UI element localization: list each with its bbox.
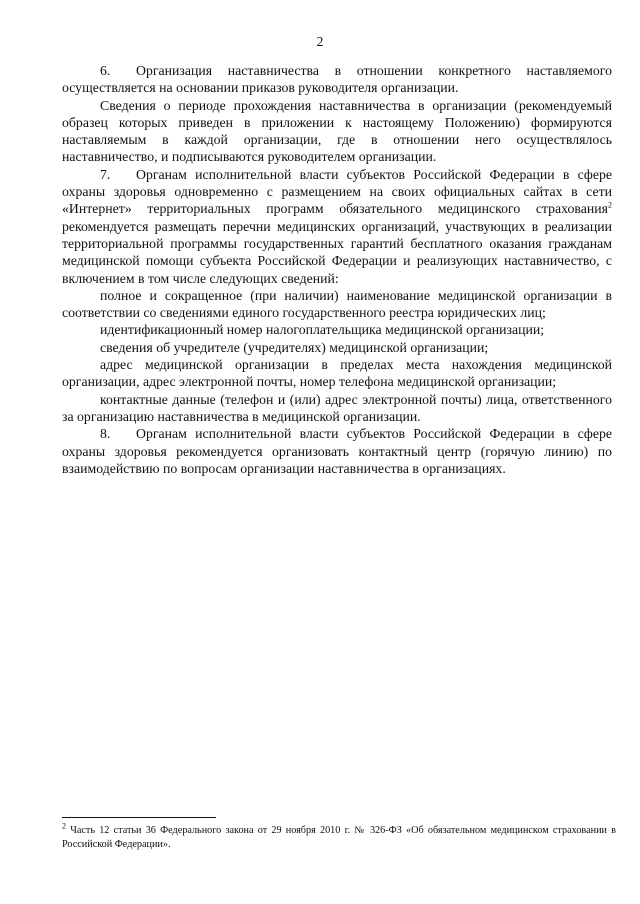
footnote-text: Часть 12 статьи 36 Федерального закона от 29 ноября 2010 г. № 326-ФЗ «Об обязательном медицинском страховании в Российской Федерации».	[62, 825, 616, 850]
paragraph-text: Организация наставничества в отношении конкретного наставляемого осуществляется на основании приказов руководителя организации.	[62, 63, 612, 96]
footnote-marker: 2	[62, 821, 66, 831]
document-body	[62, 62, 612, 477]
paragraph-6-continuation: Сведения о периоде прохождения наставничества в организации (рекомендуемый образец которых приведен в приложении к настоящему Положению) формируются наставляемым в каждой организации, где в отношении него осуществлялось наставничество, и подписываются руководителем организации.	[62, 97, 612, 165]
paragraph-8	[62, 425, 612, 477]
paragraph-number: 6.	[100, 63, 111, 78]
page-number: 2	[316, 34, 324, 49]
list-item: сведения об учредителе (учредителях) медицинской организации;	[100, 339, 489, 355]
paragraph-text: Органам исполнительной власти субъектов Российской Федерации в сфере охраны здоровья рекомендуется организовать контактный центр (горячую линию) по взаимодействию по вопросам организации наставничества в организациях.	[62, 426, 612, 476]
footnote-divider	[62, 817, 216, 818]
footnote	[62, 821, 616, 852]
paragraph-text: Органам исполнительной власти субъектов Российской Федерации в сфере охраны здоровья одновременно с размещением на своих официальных сайтах в сети «Интернет» территориальных программ обязательного медицинского страхования	[62, 166, 612, 217]
paragraph-6	[62, 62, 612, 97]
footnote-reference: 2	[608, 200, 612, 210]
paragraph-7	[62, 166, 612, 287]
list-item: полное и сокращенное (при наличии) наименование медицинской организации в соответствии со сведениями единого государственного реестра юридических лиц;	[62, 287, 612, 321]
paragraph-number: 7.	[100, 166, 111, 182]
list-item: контактные данные (телефон и (или) адрес электронной почты) лица, ответственного за организацию наставничества в медицинской организации.	[62, 391, 612, 424]
paragraph-text-continued: рекомендуется размещать перечни медицинских организаций, участвующих в реализации территориальной программы государственных гарантий бесплатного оказания гражданам медицинской помощи субъекта Российской Федерации и реализующих наставничество, с включением в том числе следующих сведений:	[62, 218, 612, 286]
paragraph-number: 8.	[100, 426, 111, 442]
list-item: идентификационный номер налогоплательщика медицинской организации;	[100, 322, 545, 338]
list-item: адрес медицинской организации в пределах места нахождения медицинской организации, адрес электронной почты, номер телефона медицинской организации;	[62, 357, 612, 390]
